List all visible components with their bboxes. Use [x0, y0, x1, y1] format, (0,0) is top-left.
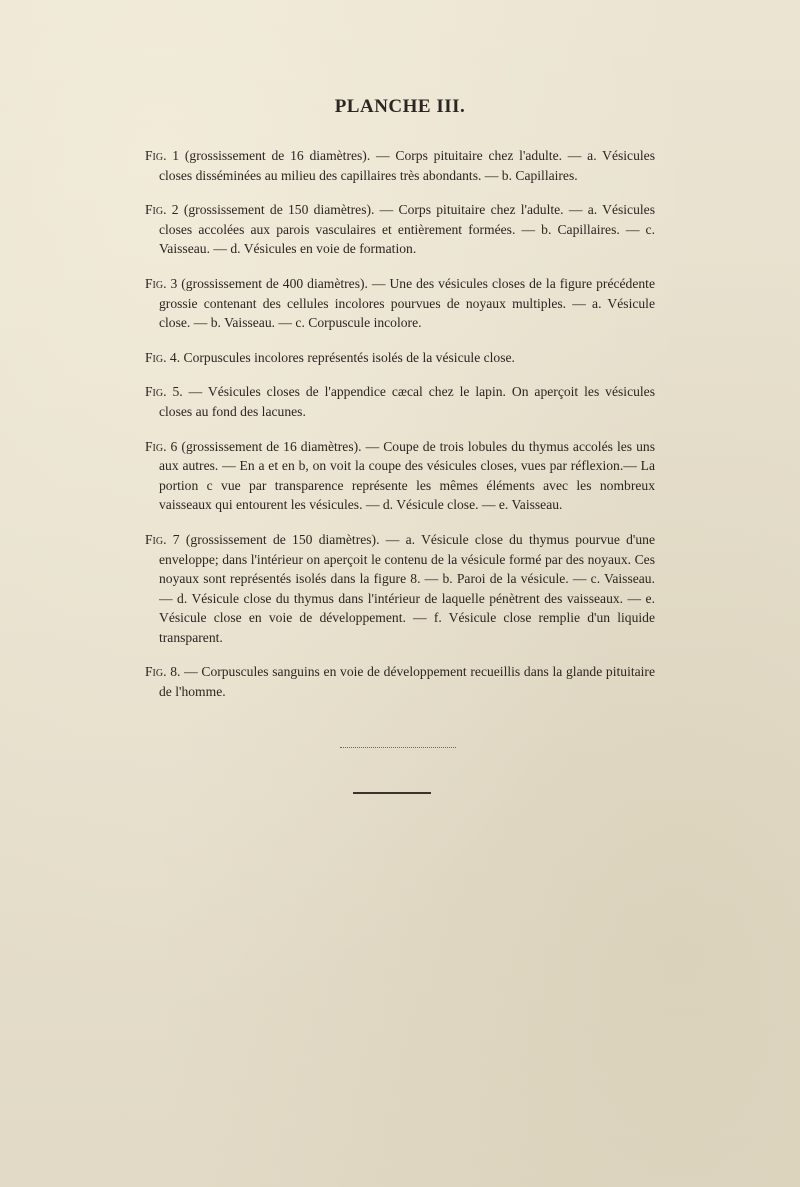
figure-label: Fig. 7: [145, 531, 180, 547]
figure-text: (grossissement de 400 diamètres). — Une des vésicules closes de la figure précédente grossie contenant des cellules incolores pourvues de noyaux multiples. — a. Vésicule close. — b. Vaisseau. — c. Corpuscule incolore.: [159, 275, 655, 331]
figure-caption-1: [145, 146, 655, 185]
figure-text: (grossissement de 150 diamètres). — Corps pituitaire chez l'adulte. — a. Vésicules closes accolées aux parois vasculaires et entièrement formées. — b. Capillaires. — c. Vaisseau. — d. Vésicules en voie de formation.: [159, 202, 655, 257]
figure-caption-3: [145, 274, 655, 333]
figure-text: — Corpuscules sanguins en voie de développement recueillis dans la glande pituitaire de l'homme.: [159, 664, 655, 700]
figure-text: (grossissement de 16 diamètres). — Corps pituitaire chez l'adulte. — a. Vésicules closes disséminées au milieu des capillaires très abondants. — b. Capillaires.: [159, 148, 655, 183]
figure-captions: [145, 146, 655, 717]
figure-caption-2: [145, 200, 655, 259]
figure-caption-4: [145, 348, 655, 368]
figure-label: Fig. 3: [145, 275, 178, 291]
end-rule: [353, 792, 431, 794]
figure-text: Corpuscules incolores représentés isolés de la vésicule close.: [183, 349, 515, 365]
figure-caption-7: [145, 530, 655, 648]
figure-caption-8: [145, 662, 655, 701]
figure-text: — Vésicules closes de l'appendice cæcal chez le lapin. On aperçoit les vésicules closes au fond des lacunes.: [159, 384, 656, 419]
page-title: PLANCHE III.: [334, 96, 466, 117]
figure-caption-6: [145, 437, 655, 515]
figure-text: (grossissement de 16 diamètres). — Coupe de trois lobules du thymus accolés les uns aux autres. — En a et en b, on voit la coupe des vésicules closes, vues par réflexion.— La portion c vue par transparence représente les mêmes éléments avec les nombreux vaisseaux qui entourent les vésicules. — d. Vésicule close. — e. Vaisseau.: [159, 438, 655, 513]
figure-caption-5: [145, 382, 655, 421]
figure-label: Fig. 1: [145, 148, 180, 163]
figure-label: Fig. 5.: [145, 384, 183, 400]
dotted-divider: [340, 747, 456, 748]
figure-label: Fig. 8.: [145, 664, 181, 680]
figure-label: Fig. 4.: [145, 349, 181, 365]
figure-text: (grossissement de 150 diamètres). — a. Vésicule close du thymus pourvue d'une enveloppe; dans l'intérieur on aperçoit le contenu de la vésicule formé par des noyaux. Ces noyaux sont représentés isolés dans la figure 8. — b. Paroi de la vésicule. — c. Vaisseau. — d. Vésicule close du thymus dans l'intérieur de laquelle pénètrent des vaisseaux. — e. Vésicule close en voie de développement. — f. Vésicule close remplie d'un liquide transparent.: [159, 531, 655, 645]
figure-label: Fig. 2: [145, 202, 179, 218]
figure-label: Fig. 6: [145, 438, 178, 454]
